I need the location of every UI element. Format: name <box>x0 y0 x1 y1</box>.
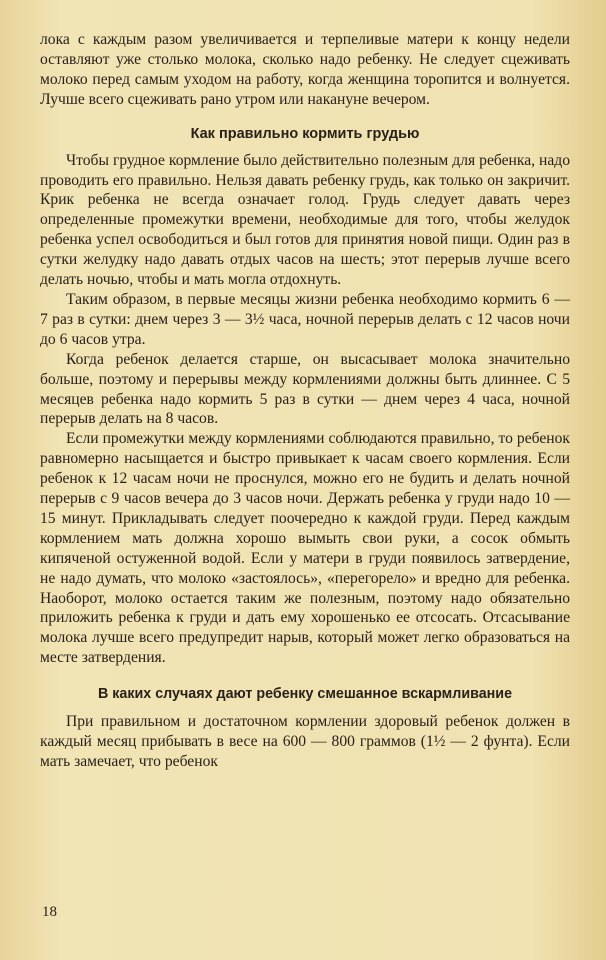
body-paragraph: Когда ребенок делается старше, он высасывает молока значительно больше, поэтому и перерывы между кормлениями должны быть длиннее. С 5 месяцев ребенка надо кормить 5 раз в сутки — днем через 4 часа, ночной перерыв делать на 8 часов. <box>40 350 570 428</box>
body-paragraph: Таким образом, в первые месяцы жизни ребенка необходимо кормить 6 — 7 раз в сутки: днем через 3 — 3½ часа, ночной перерыв делать с 12 часов ночи до 6 часов утра. <box>40 290 570 348</box>
intro-paragraph: лока с каждым разом увеличивается и терпеливые матери к концу недели оставляют уже столько молока, сколько надо ребенку. Не следует сцеживать молоко перед самым уходом на работу, когда женщина торопится и волнуется. Лучше всего сцеживать рано утром или накануне вечером. <box>40 31 570 108</box>
page-number: 18 <box>42 904 57 920</box>
section-heading-mixed-feeding: В каких случаях дают ребенку смешанное вскармливание <box>97 686 513 703</box>
body-paragraph: При правильном и достаточном кормлении здоровый ребенок должен в каждый месяц прибывать в весе на 600 — 800 граммов (1½ — 2 фунта). Если мать замечает, что ребенок <box>40 713 570 770</box>
section-heading-breastfeeding: Как правильно кормить грудью <box>190 125 420 142</box>
body-paragraph: Если промежутки между кормлениями соблюдаются правильно, то ребенок равномерно насыщается и быстро привыкает к часам своего кормления. Если ребенок к 12 часам ночи не проснулся, можно его не будить и делать ночной перерыв с 9 часов вечера до 3 часов ночи. Держать ребенка у груди надо 10 — 15 минут. Прикладывать следует поочередно к каждой груди. Перед каждым кормлением мать должна хорошо вымыть свои руки, а сосок обмыть кипяченой остуженной водой. Если у матери в груди появилось затвердение, не надо думать, что молоко «застоялось», «перегорело» и вредно для ребенка. Наоборот, молоко остается таким же полезным, поэтому надо обязательно приложить ребенка к груди и дать ему хорошенько ее отсосать. Отсасывание молока лучше всего предупредит нарыв, который может легко образоваться на месте затвердения. <box>40 430 570 667</box>
body-paragraph: Чтобы грудное кормление было действительно полезным для ребенка, надо проводить его правильно. Нельзя давать ребенку грудь, как только он закричит. Крик ребенка не всегда означает голод. Грудь следует давать через определенные промежутки времени, необходимые для того, чтобы желудок ребенка успел освободиться и был готов для принятия новой пищи. Один раз в сутки желудку надо давать отдых часов на шесть; этот перерыв лучше всего делать ночью, чтобы и мать могла отдохнуть. <box>40 151 570 289</box>
